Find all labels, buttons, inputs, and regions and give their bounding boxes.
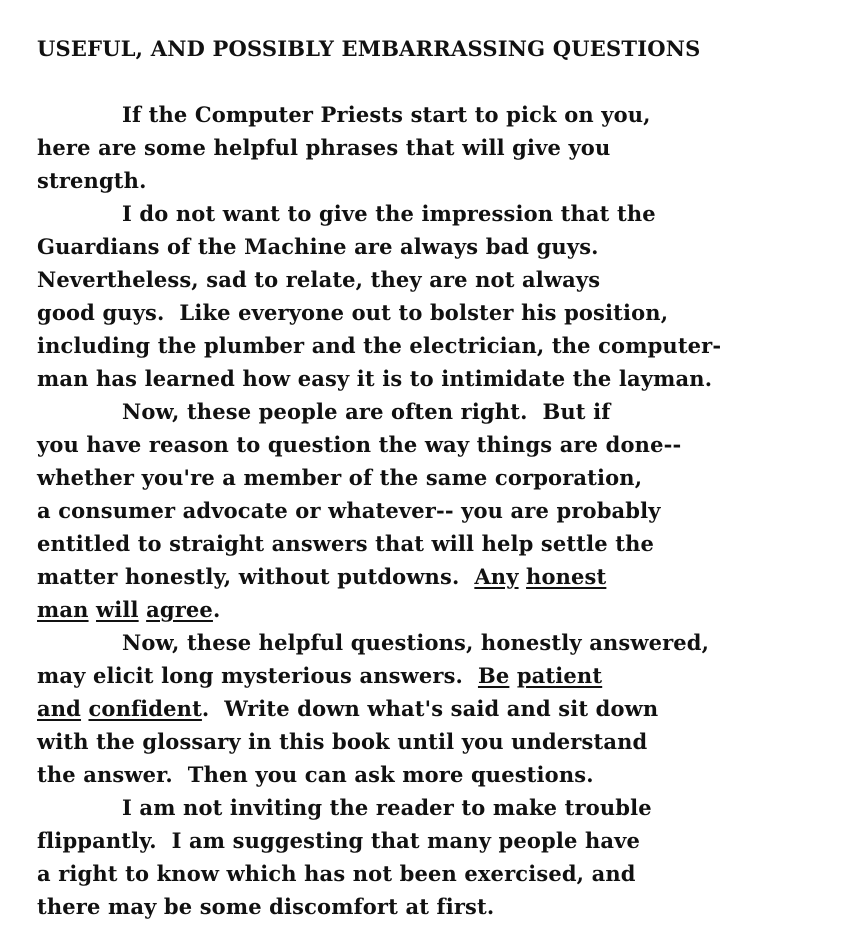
text-line bbox=[37, 696, 658, 722]
text-run bbox=[519, 564, 526, 589]
underlined-word: will bbox=[96, 597, 139, 622]
text-line: whether you're a member of the same corporation, bbox=[37, 465, 643, 490]
text-line: Nevertheless, sad to relate, they are not always bbox=[37, 267, 601, 292]
underlined-word: Any bbox=[474, 564, 519, 589]
text-line: a consumer advocate or whatever-- you are probably bbox=[37, 498, 661, 523]
text-line bbox=[37, 663, 602, 689]
underlined-word: man bbox=[37, 597, 89, 622]
text-line: I do not want to give the impression that the bbox=[122, 201, 656, 226]
text-line: man has learned how easy it is to intimidate the layman. bbox=[37, 366, 713, 391]
text-line: with the glossary in this book until you understand bbox=[37, 729, 648, 754]
text-line: Now, these people are often right. But if bbox=[122, 399, 611, 424]
text-line: strength. bbox=[37, 168, 147, 193]
text-line: good guys. Like everyone out to bolster his position, bbox=[37, 300, 669, 325]
text-line bbox=[37, 597, 220, 623]
text-run: may elicit long mysterious answers. bbox=[37, 663, 478, 688]
text-line: I am not inviting the reader to make trouble bbox=[122, 795, 652, 820]
text-line: entitled to straight answers that will help settle the bbox=[37, 531, 654, 556]
text-line: If the Computer Priests start to pick on you, bbox=[122, 102, 651, 127]
text-line: there may be some discomfort at first. bbox=[37, 894, 495, 919]
text-line: Guardians of the Machine are always bad guys. bbox=[37, 234, 599, 259]
underlined-word: agree bbox=[146, 597, 213, 622]
text-line: a right to know which has not been exercised, and bbox=[37, 861, 636, 886]
page-heading: USEFUL, AND POSSIBLY EMBARRASSING QUESTIONS bbox=[37, 36, 701, 61]
underlined-word: confident bbox=[88, 696, 202, 721]
text-line: flippantly. I am suggesting that many people have bbox=[37, 828, 641, 853]
text-run bbox=[89, 597, 96, 622]
text-run: . bbox=[212, 597, 221, 622]
text-run bbox=[509, 663, 516, 688]
text-line: you have reason to question the way things are done-- bbox=[37, 432, 682, 457]
text-line: including the plumber and the electrician, the computer- bbox=[37, 333, 722, 358]
text-line: Now, these helpful questions, honestly answered, bbox=[122, 630, 710, 655]
text-run: matter honestly, without putdowns. bbox=[37, 564, 475, 589]
underlined-word: Be bbox=[477, 663, 510, 688]
text-run bbox=[139, 597, 146, 622]
text-line bbox=[37, 564, 606, 590]
text-line: the answer. Then you can ask more questions. bbox=[37, 762, 594, 787]
underlined-word: and bbox=[37, 696, 82, 721]
underlined-word: honest bbox=[526, 564, 607, 589]
text-line: here are some helpful phrases that will give you bbox=[37, 135, 611, 160]
underlined-word: patient bbox=[516, 663, 603, 688]
text-run: . Write down what's said and sit down bbox=[201, 696, 659, 721]
